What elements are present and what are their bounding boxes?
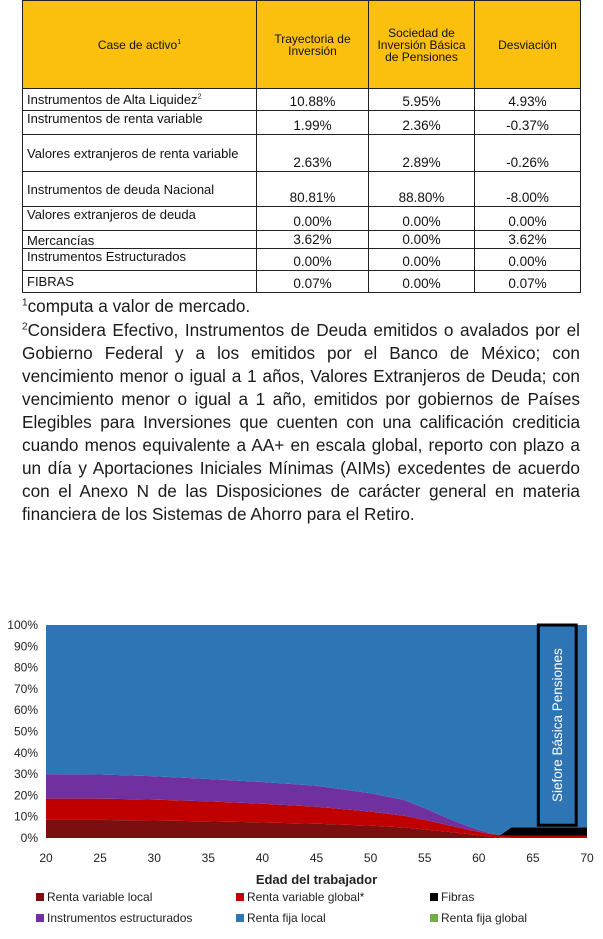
table-row (23, 231, 581, 249)
x-axis-title: Edad del trabajador (255, 872, 378, 887)
y-tick-label: 100% (7, 618, 38, 632)
cell-trayectoria: 1.99% (257, 111, 369, 135)
legend-swatch-renta-variable-global (236, 893, 244, 901)
y-tick-label: 50% (13, 724, 38, 739)
x-tick-label: 40 (255, 851, 270, 865)
cell-sociedad: 2.89% (369, 135, 475, 172)
table-header-row (23, 1, 581, 89)
legend-label-fibras: Fibras (441, 890, 475, 904)
cell-desviacion: 4.93% (475, 89, 581, 111)
cell-desviacion: -0.26% (475, 135, 581, 172)
cell-sociedad: 5.95% (369, 89, 475, 111)
cell-trayectoria: 0.07% (257, 271, 369, 293)
chart-legend (36, 890, 527, 925)
table-row (23, 172, 581, 207)
cell-desviacion: -0.37% (475, 111, 581, 135)
x-axis-ticks (39, 851, 594, 865)
cell-trayectoria: 80.81% (257, 172, 369, 207)
y-axis-ticks (7, 618, 38, 845)
y-tick-label: 20% (13, 788, 38, 803)
legend-label-renta-variable-local: Renta variable local (47, 890, 153, 904)
legend-swatch-fibras (430, 893, 438, 901)
row-label: Valores extranjeros de deuda (23, 207, 257, 231)
footnote-2: $^2$Considera Efectivo, Instrumentos de Deuda emitidos o avalados por el Gobierno Federal y a los emitidos por el Banco de México; con vencimiento menor o igual a 1 años, Valores Extranjeros de Deuda; con vencimiento menor o igual a 1 año, emitidos por gobiernos de Países Elegibles para Inversiones que cuenten con una calificación crediticia cuando menos equivalente a AA+ en escala global, reporto con plazo a un día y Aportaciones Iniciales Mínimas (AIMs) excedentes de acuerdo con el Anexo N de las Disposiciones de carácter general en materia financiera de los Sistemas de Ahorro para el Retiro. (22, 320, 580, 524)
cell-sociedad: 0.00% (369, 271, 475, 293)
legend-swatch-renta-fija-global (430, 914, 438, 922)
glide-path-area-chart (0, 612, 603, 939)
header-desviacion: Desviación (475, 1, 581, 89)
area-layers (46, 625, 587, 838)
legend-label-renta-variable-global: Renta variable global* (247, 890, 365, 904)
legend-label-renta-fija-local: Renta fija local (247, 911, 326, 925)
table-row (23, 89, 581, 111)
row-label: Valores extranjeros de renta variable (23, 135, 257, 172)
table-row (23, 111, 581, 135)
table-row (23, 271, 581, 293)
cell-sociedad: 0.00% (369, 231, 475, 249)
cell-sociedad: 0.00% (369, 207, 475, 231)
cell-sociedad: 2.36% (369, 111, 475, 135)
cell-desviacion: 0.00% (475, 207, 581, 231)
y-tick-label: 90% (13, 639, 38, 654)
cell-trayectoria: 2.63% (257, 135, 369, 172)
x-tick-label: 50 (363, 851, 378, 865)
legend-label-renta-fija-global: Renta fija global (441, 911, 528, 925)
cell-desviacion: -8.00% (475, 172, 581, 207)
header-trayectoria: Trayectoria de Inversión (257, 1, 369, 89)
row-label: Instrumentos Estructurados (23, 249, 257, 271)
header-case-de-activo: Case de activo$^1$ (23, 1, 257, 89)
legend-swatch-renta-fija-local (236, 914, 244, 922)
cell-sociedad: 0.00% (369, 249, 475, 271)
cell-trayectoria: 0.00% (257, 249, 369, 271)
y-tick-label: 40% (13, 745, 38, 760)
legend-swatch-instrumentos-estructurados (36, 914, 44, 922)
cell-trayectoria: 0.00% (257, 207, 369, 231)
legend-label-instrumentos-estructurados: Instrumentos estructurados (47, 911, 193, 925)
y-tick-label: 60% (13, 703, 38, 718)
x-tick-label: 35 (201, 851, 215, 865)
table-row (23, 135, 581, 172)
x-tick-label: 65 (526, 851, 540, 865)
y-tick-label: 30% (13, 767, 38, 782)
cell-sociedad: 88.80% (369, 172, 475, 207)
x-tick-label: 30 (147, 851, 161, 865)
row-label: Instrumentos de renta variable (23, 111, 257, 135)
x-tick-label: 45 (309, 851, 324, 865)
row-label: Mercancías (23, 231, 257, 249)
cell-desviacion: 3.62% (475, 231, 581, 249)
y-tick-label: 0% (20, 831, 38, 845)
x-tick-label: 55 (418, 851, 432, 865)
cell-trayectoria: 3.62% (257, 231, 369, 249)
cell-desviacion: 0.00% (475, 249, 581, 271)
x-tick-label: 20 (39, 851, 53, 865)
x-tick-label: 60 (472, 851, 486, 865)
x-tick-label: 25 (93, 851, 107, 865)
cell-trayectoria: 10.88% (257, 89, 369, 111)
header-sociedad: Sociedad de Inversión Básica de Pensiones (369, 1, 475, 89)
x-tick-label: 70 (580, 851, 594, 865)
footnote-1: $^1$computa a valor de mercado. (22, 296, 251, 316)
siefore-annotation-label: Siefore Básica Pensiones (550, 648, 566, 803)
row-label: FIBRAS (23, 271, 257, 293)
y-tick-label: 10% (13, 809, 38, 824)
row-label: Instrumentos de Alta Liquidez$^2$ (23, 89, 257, 111)
asset-class-table (22, 0, 581, 293)
table-row (23, 207, 581, 231)
y-tick-label: 80% (13, 660, 38, 675)
y-tick-label: 70% (13, 681, 38, 696)
table-row (23, 249, 581, 271)
row-label: Instrumentos de deuda Nacional (23, 172, 257, 207)
legend-swatch-renta-variable-local (36, 893, 44, 901)
cell-desviacion: 0.07% (475, 271, 581, 293)
